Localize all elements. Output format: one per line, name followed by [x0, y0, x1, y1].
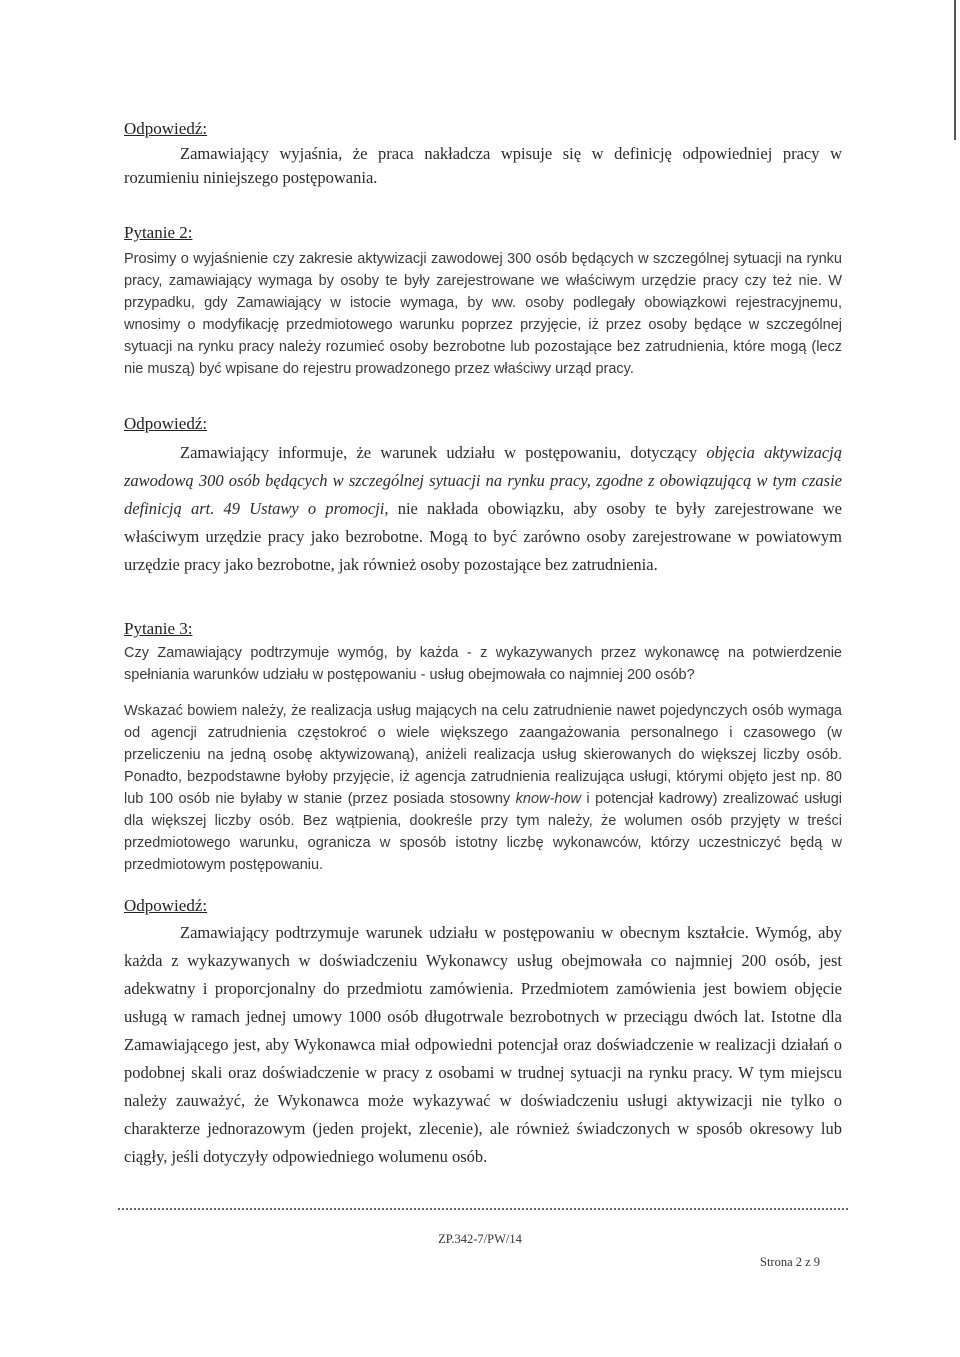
question-text: Prosimy o wyjaśnienie czy zakresie aktywizacji zawodowej 300 osób będących w szczególnej sytuacji na rynku pracy, zamawiający wymaga by osoby te były zarejestrowane we właściwym urzędzie pracy czy też nie. W przypadku, gdy Zamawiający w istocie wymaga, by ww. osoby podlegały obowiązkowi rejestracyjnemu, wnosimy o modyfikację przedmiotowego warunku poprzez przyjęcie, iż przez osoby będące w szczególnej sytuacji na rynku pracy należy rozumieć osoby bezrobotne lub pozostające bez zatrudnienia, które mogą (lecz nie muszą) być wpisane do rejestru prowadzonego przez właściwy urząd pracy.	[124, 251, 842, 377]
question-heading: Pytanie 3:	[124, 619, 193, 638]
answer-heading: Odpowiedź:	[124, 119, 208, 138]
answer-heading: Odpowiedź:	[124, 414, 208, 433]
question-text: Czy Zamawiający podtrzymuje wymóg, by każda - z wykazywanych przez wykonawcę na potwierdzenie spełniania warunków udziału w postępowaniu - usług obejmowała co najmniej 200 osób?	[124, 645, 842, 683]
answer-heading: Odpowiedź:	[124, 896, 208, 915]
answer-text	[124, 439, 842, 579]
answer-text-italic: objęcia aktywizacją zawodową 300 osób będących w szczególnej sytuacji na rynku pracy, zgodne z obowiązującą w tym czasie definicją art. 49 Ustawy o promocji,	[124, 443, 843, 518]
question-heading: Pytanie 2:	[124, 223, 193, 242]
justification-italic: know-how	[515, 791, 581, 807]
section-2-question	[124, 222, 842, 380]
footer-divider	[118, 1208, 848, 1210]
section-2-answer	[124, 413, 842, 579]
answer-text-end: nie nakłada obowiązku, aby osoby te były zarejestrowane we właściwym urzędzie pracy jako bezrobotne. Mogą to być zarówno osoby zarejestrowane w powiatowym urzędzie pracy jako bezrobotne, jak również osoby pozostające bez zatrudnienia.	[124, 499, 842, 574]
justification-end: i potencjał kadrowy) zrealizować usługi dla większej liczby osób. Bez wątpienia, dookreśle przy tym należy, że wolumen osób przyjęty w treści przedmiotowego warunku, ogranicza w sposób istotny liczbę wykonawców, którzy uczestniczyć będą w przedmiotowym postępowaniu.	[124, 791, 842, 873]
question-justification	[124, 700, 842, 876]
answer-text: Zamawiający podtrzymuje warunek udziału w postępowaniu w obecnym kształcie. Wymóg, aby każda z wykazywanych w doświadczeniu Wykonawcy usług obejmowała co najmniej 200 osób, jest adekwatny i proporcjonalny do przedmiotu zamówienia. Przedmiotem zamówienia jest bowiem objęcie usługą w ramach jednej umowy 1000 osób długotrwale bezrobotnych w przeciągu dwóch lat. Istotne dla Zamawiającego jest, aby Wykonawca miał odpowiedni potencjał oraz doświadczenie w realizacji działań o podobnej skali oraz doświadczenie w pracy z osobami w trudnej sytuacji na rynku pracy. W tym miejscu należy zauważyć, że Wykonawca może wykazywać w doświadczeniu usługi aktywizacji nie tylko o charakterze jednorazowym (jeden projekt, zlecenie), ale również świadczonych w sposób okresowy lub ciągły, jeśli dotyczyły odpowiedniego wolumenu osób.	[124, 923, 842, 1166]
section-1	[124, 118, 842, 189]
document-reference: ZP.342-7/PW/14	[438, 1232, 522, 1246]
section-3-question	[124, 618, 842, 876]
page-number: Strona 2 z 9	[760, 1255, 821, 1269]
scan-edge-line	[954, 0, 956, 140]
section-3-answer	[124, 895, 842, 1171]
justification-start: Wskazać bowiem należy, że realizacja usług mających na celu zatrudnienie nawet pojedynczych osób wymaga od agencji zatrudnienia częstokroć o wiele większego zaangażowania personalnego i czasowego (w przeliczeniu na jedną osobę aktywizowaną), aniżeli realizacja usług skierowanych do większej liczby osób. Ponadto, bezpodstawne byłoby przyjęcie, iż agencja zatrudnienia realizująca usługi, którymi objęto jest np. 80 lub 100 osób nie byłaby w stanie (przez posiada stosowny	[124, 703, 842, 807]
answer-text-start: Zamawiający informuje, że warunek udziału w postępowaniu, dotyczący	[180, 443, 707, 462]
answer-text: Zamawiający wyjaśnia, że praca nakładcza wpisuje się w definicję odpowiedniej pracy w rozumieniu niniejszego postępowania.	[124, 144, 842, 187]
